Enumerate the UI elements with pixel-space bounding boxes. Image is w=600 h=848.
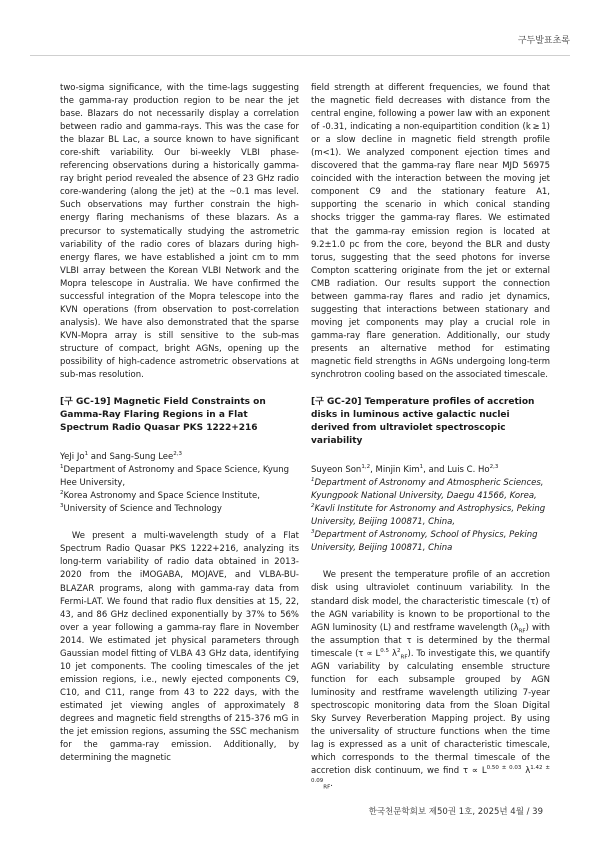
affiliation-mark: 1	[60, 464, 64, 471]
affiliation-mark: 1	[84, 451, 89, 458]
author-name: Sang-Sung Lee	[109, 452, 174, 463]
header-divider	[30, 55, 570, 56]
superscript: 0.5	[380, 647, 390, 654]
subscript: RF	[323, 784, 331, 791]
body-text: λ	[389, 648, 398, 659]
affiliation-text: Department of Astronomy and Space Science, Kyung Hee University,	[60, 465, 290, 489]
affiliation-text: Department of Astronomy and Atmospheric Sciences, Kyungpook National University, Daegu 41566, Korea,	[311, 478, 544, 502]
author-separator: and	[88, 452, 110, 463]
author-separator: , and	[423, 465, 448, 476]
affiliation-text: Kavli Institute for Astronomy and Astrophysics, Peking University, Beijing 100871, China,	[311, 504, 546, 528]
affiliation-mark: 3	[60, 503, 64, 510]
body-text: λ	[521, 766, 531, 777]
affiliation-text: University of Science and Technology	[63, 504, 222, 515]
affiliation-mark: 1,2	[361, 464, 371, 471]
subscript: RF	[518, 628, 526, 635]
affiliation-mark: 2	[60, 490, 64, 497]
gc19-authors	[60, 451, 299, 464]
author-separator: ,	[370, 465, 376, 476]
gc20-affiliation-1	[311, 477, 550, 503]
affiliation-mark: 2,3	[489, 464, 499, 471]
gc19-affiliation-2	[60, 490, 299, 503]
author-name: Suyeon Son	[311, 465, 362, 476]
subscript: RF	[400, 654, 408, 661]
right-column	[311, 82, 550, 791]
gc20-authors	[311, 464, 550, 477]
body-text: ). To investigate this, we quantify AGN variability by calculating ensemble structure function for each subsample grouped by AGN luminosity and restframe wavelength utilizing 7-year spectroscopic monitoring data from the Sloan Digital Sky Survey Reverberation Mapping project. By using the universality of structure functions when the time lag is expressed as a unit of characteristic timescale, which corresponds to the thermal timescale of the accretion disk continuum, we find τ ∝ L	[311, 648, 550, 777]
author-name: Luis C. Ho	[447, 465, 490, 476]
page-footer: 한국천문학회보 제50권 1호, 2025년 4월 / 39	[368, 807, 543, 817]
affiliation-mark: 1	[419, 464, 424, 471]
superscript: 0.50 ± 0.03	[486, 765, 522, 772]
body-text: We present the temperature profile of an accretion disk using ultraviolet continuum variability. In the standard disk model, the characteristic timescale (τ) of the AGN variability is known to be proportional to the AGN luminosity (L) and restframe wavelength (λ	[311, 570, 550, 633]
gc19-title: [구 GC-19] Magnetic Field Constraints on Gamma-Ray Flaring Regions in a Flat Spectrum Radio Quasar PKS 1222+216	[60, 397, 266, 434]
affiliation-mark: 2,3	[173, 451, 183, 458]
gc20-abstract-body	[311, 569, 550, 791]
author-name: Minjin Kim	[375, 465, 420, 476]
body-text: ) with the assumption that τ is determined by the thermal timescale (τ ∝ L	[311, 622, 550, 659]
gc19-affiliation-1	[60, 464, 299, 490]
gc19-affiliation-3	[60, 503, 299, 516]
superscript: 1.42 ± 0.09	[311, 765, 551, 785]
continued-abstract-text: two-sigma significance, with the time-lags suggesting the gamma-ray production region to be near the jet base. Blazars do not necessarily display a correlation between radio and gamma-rays. This was the case for the blazar BL Lac, a source known to have significant core-shift variability. Our bi-weekly VLBI phase-referencing observations during a historically gamma-ray bright period revealed the absence of 23 GHz radio core-wandering (along the jet) at the ~0.1 mas level. Such observations may further constrain the high-energy flaring mechanisms of these blazars. As a precursor to systematically studying the astrometric variability of the radio cores of blazars during high-energy flares, we have established a joint cm to mm VLBI array between the Korean VLBI Network and the Mopra telescope in Australia. We have confirmed the successful integration of the Mopra telescope into the KVN operations (from observation to post-correlation analysis). We have also demonstrated that the sparse KVN-Mopra array is still sensitive to the sub-mas structure of compact, bright AGNs, opening up the possibility of high-cadence astrometric observations at sub-mas resolution.	[60, 83, 299, 381]
affiliation-mark: 3	[311, 529, 315, 536]
section-header-tag: 구두발표초록	[517, 36, 570, 46]
gc20-title: [구 GC-20] Temperature profiles of accretion disks in luminous active galactic nuclei derived from ultraviolet spectroscopic variability	[311, 397, 535, 447]
affiliation-mark: 1	[311, 477, 315, 484]
gc20-affiliation-3	[311, 529, 550, 555]
body-text: .	[330, 779, 333, 790]
affiliation-text: Department of Astronomy, School of Physics, Peking University, Beijing 100871, China	[311, 530, 538, 554]
continued-abstract-text: field strength at different frequencies, we found that the magnetic field decreases with distance from the central engine, following a power law with an exponent of -0.31, indicating a non-equipartition condition (k ≥ 1) or a slow decline in magnetic field strength profile (m<1). We analyzed component ejection times and discovered that the gamma-ray flare near MJD 56975 coincided with the interaction between the moving jet component C9 and the stationary feature A1, supporting the scenario in which conical standing shocks trigger the gamma-ray flares. We estimated that the gamma-ray emission region is located at 9.2±1.0 pc from the core, beyond the BLR and dusty torus, suggesting that the seed photons for inverse Compton scattering originate from the jet or external CMB radiation. Our results support the connection between gamma-ray flares and radio jet dynamics, suggesting that interactions between stationary and moving jet components may play a crucial role in gamma-ray flare generation. Additionally, our study presents an alternative method for estimating magnetic field strengths in AGNs undergoing long-term synchrotron cooling based on the associated timescale.	[311, 83, 550, 381]
gc20-affiliation-2	[311, 503, 550, 529]
affiliation-text: Korea Astronomy and Space Science Institute,	[63, 491, 260, 502]
affiliation-mark: 2	[311, 503, 315, 510]
author-name: YeJi Jo	[60, 452, 85, 463]
left-column	[60, 82, 299, 765]
superscript: 2	[397, 647, 401, 654]
gc19-abstract-body: We present a multi-wavelength study of a Flat Spectrum Radio Quasar PKS 1222+216, analyzing its long-term variability of radio data obtained in 2013-2020 from the iMOGABA, MOJAVE, and VLBA-BU-BLAZAR programs, along with gamma-ray data from Fermi-LAT. We found that radio flux densities at 15, 22, 43, and 86 GHz declined exponentially by 37% to 56% over a year following a gamma-ray flare in November 2014. We estimated jet physical parameters through Gaussian model fitting of VLBA 43 GHz data, identifying 10 jet components. The cooling timescales of the jet emission regions, i.e., newly ejected components C9, C10, and C11, range from 43 to 222 days, with the estimated jet viewing angles of approximately 8 degrees and magnetic field strengths of 215-376 mG in the jet emission regions, assuming the SSC mechanism for the gamma-ray emission. Additionally, by determining the magnetic	[60, 531, 299, 764]
